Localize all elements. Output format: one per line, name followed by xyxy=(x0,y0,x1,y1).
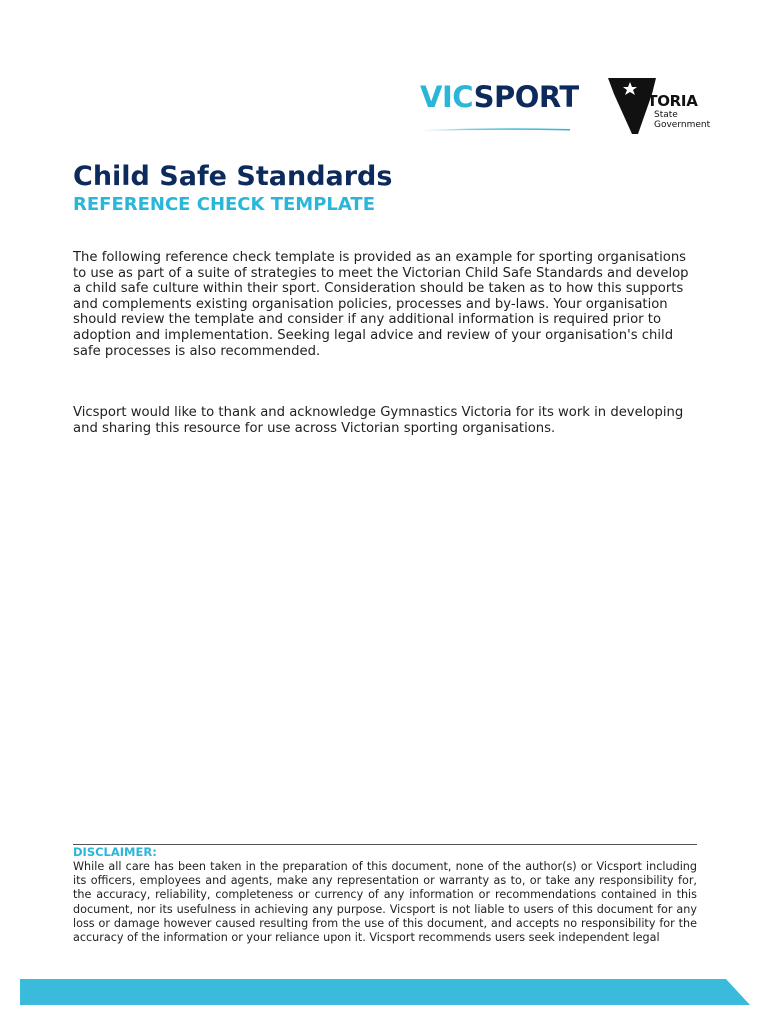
page-title: Child Safe Standards xyxy=(73,161,393,192)
acknowledgement-paragraph: Vicsport would like to thank and acknowledge Gymnastics Victoria for its work in developing and sharing this resource for use across Victorian sporting organisations. xyxy=(73,405,684,436)
vicsport-swoosh-icon xyxy=(420,120,570,132)
disclaimer-text: While all care has been taken in the preparation of this document, none of the author(s) or Vicsport including its officers, employees and agents, make any representation or warranty as to, or take any responsibility for, the accuracy, reliability, completeness or currency of any information or recommendations contained in this document, nor its usefulness in achieving any purpose. Vicsport is not liable to users of this document for any loss or damage however caused resulting from the use of this document, and accepts no responsibility for the accuracy of the information or your reliance upon it. Vicsport recommends users seek independent legal xyxy=(73,860,697,945)
victoria-logo-name: VICTORIA xyxy=(620,92,698,110)
intro-paragraph: The following reference check template is provided as an example for sporting organisations to use as part of a suite of strategies to meet the Victorian Child Safe Standards and develop a child safe culture within their sport. Consideration should be taken as to how this supports and complements existing organisation policies, processes and by-laws. Your organisation should review the template and consider if any additional information is required prior to adoption and implementation. Seeking legal advice and review of your organisation's child safe processes is also recommended. xyxy=(73,250,689,359)
vicsport-logo-wordmark: VICSPORT xyxy=(420,80,579,114)
page-subtitle: REFERENCE CHECK TEMPLATE xyxy=(73,194,375,215)
vicsport-logo xyxy=(420,80,580,136)
victoria-logo-subtitle: State Government xyxy=(654,110,711,130)
victoria-state-government-logo xyxy=(608,78,718,136)
footer-band xyxy=(20,979,750,1005)
disclaimer-divider xyxy=(73,844,697,845)
disclaimer-heading: DISCLAIMER: xyxy=(73,845,157,859)
